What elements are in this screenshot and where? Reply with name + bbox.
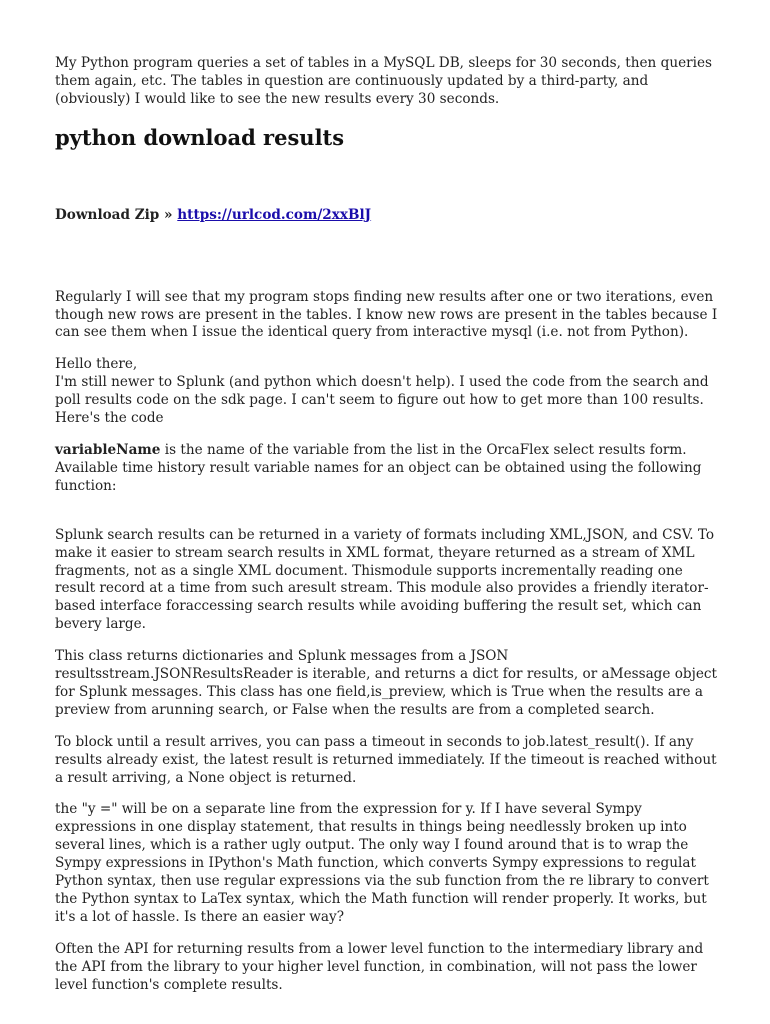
- variable-name-term: variableName: [55, 441, 161, 458]
- paragraph-variable-name: [55, 442, 720, 496]
- paragraph-splunk-formats: Splunk search results can be returned in a variety of formats including XML,JSON, and CSV. To make it easier to stream search results in XML format, theyare returned as a stream of XML fragments, not as a single XML document. Thismodule supports incrementally reading one result record at a time from such aresult stream. This module also provides a friendly iterator-based interface foraccessing search results while avoiding buffering the result set, which can bevery large.: [55, 526, 715, 633]
- intro-paragraph: My Python program queries a set of tables in a MySQL DB, sleeps for 30 seconds, then queries them again, etc. The tables in question are continuously updated by a third-party, and (obviously) I would like to see the new results every 30 seconds.: [55, 55, 712, 107]
- greeting-text: Hello there,: [55, 356, 138, 373]
- download-line: [55, 207, 720, 225]
- download-link[interactable]: https://urlcod.com/2xxBlJ: [177, 206, 372, 223]
- variable-name-description: is the name of the variable from the list in the OrcaFlex select results form. Available time history result variable names for an object can be obtained using the following function:: [55, 441, 702, 494]
- document-page: [55, 55, 720, 995]
- paragraph-json-reader: This class returns dictionaries and Splunk messages from a JSON resultsstream.JSONResultsReader is iterable, and returns a dict for results, or aMessage object for Splunk messages. This class has one field,is_preview, which is True when the results are a preview from arunning search, or False when the results are from a completed search.: [55, 648, 717, 718]
- question-text: I'm still newer to Splunk (and python which doesn't help). I used the code from the search and poll results code on the sdk page. I can't seem to figure out how to get more than 100 results. Here's the code: [55, 374, 709, 427]
- paragraph-new-results: Regularly I will see that my program stops finding new results after one or two iterations, even though new rows are present in the tables. I know new rows are present in the tables because I can see them when I issue the identical query from interactive mysql (i.e. not from Python).: [55, 288, 718, 341]
- paragraph-splunk-question: [55, 356, 720, 428]
- paragraph-api-results: Often the API for returning results from a lower level function to the intermediary library and the API from the library to your higher level function, in combination, will not pass the lower level function's complete results.: [55, 940, 704, 993]
- download-label: Download Zip »: [55, 206, 173, 223]
- paragraph-timeout: To block until a result arrives, you can pass a timeout in seconds to job.latest_result(). If any results already exist, the latest result is returned immediately. If the timeout is reached without a result arriving, a None object is returned.: [55, 733, 717, 786]
- page-title: python download results: [55, 124, 345, 150]
- paragraph-sympy: the "y =" will be on a separate line from the expression for y. If I have several Sympy expressions in one display statement, that results in things being needlessly broken up into several lines, which is a rather ugly output. The only way I found around that is to wrap the Sympy expressions in IPython's Math function, which converts Sympy expressions to regulat Python syntax, then use regular expressions via the sub function from the re library to convert the Python syntax to LaTex syntax, which the Math function will render properly. It works, but it's a lot of hassle. Is there an easier way?: [55, 801, 709, 925]
